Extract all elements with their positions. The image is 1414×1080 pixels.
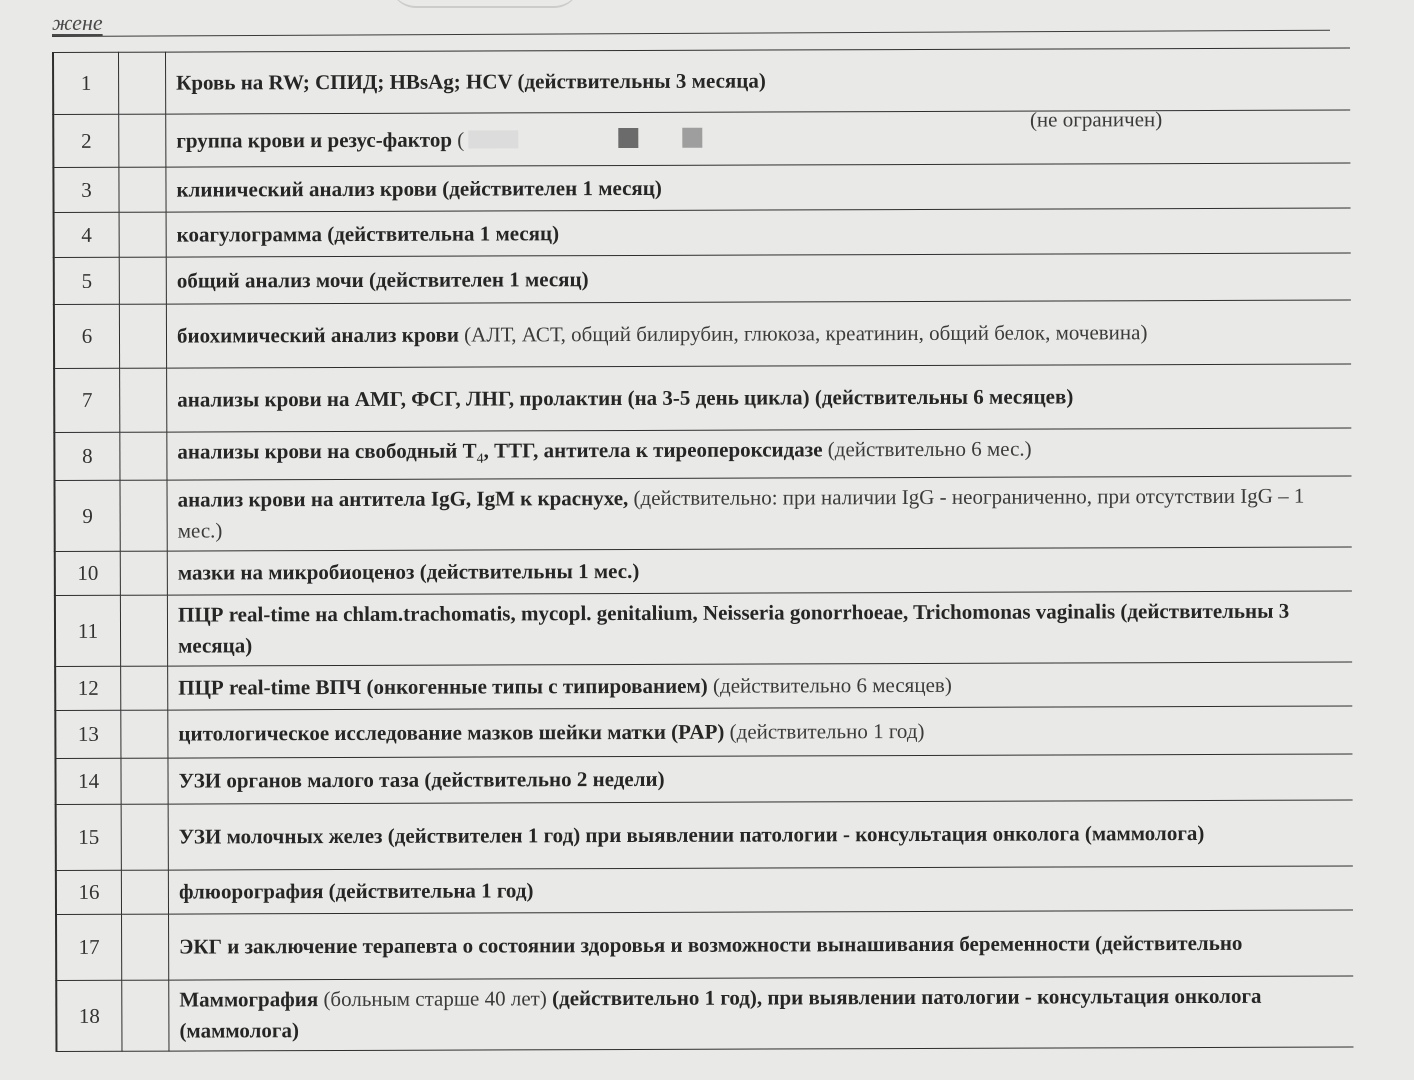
row-number: 17 xyxy=(56,914,122,980)
mark-cell xyxy=(119,52,166,114)
table-row xyxy=(55,591,1352,667)
row-number: 7 xyxy=(54,368,120,432)
row-number: 1 xyxy=(53,52,119,114)
row-text xyxy=(169,976,1354,1051)
row-text-bold: мазки на микробиоценоз (действительны 1 мес.) xyxy=(177,559,640,585)
redacted-box xyxy=(618,127,638,147)
row-text-bold: Кровь на RW; СПИД; HBsAg; HCV (действительны 3 месяца) xyxy=(176,68,766,95)
row-text-bold: ПЦР real-time на chlam.trachomatis, mycopl. genitalium, Neisseria gonorrhoeae, Trichomonas vaginalis (действительны 3 месяца) xyxy=(177,598,1290,658)
row-text xyxy=(168,800,1353,870)
row-text xyxy=(166,253,1351,304)
mark-cell xyxy=(120,432,167,480)
table-row xyxy=(54,428,1351,481)
row-number: 12 xyxy=(55,666,121,710)
row-text xyxy=(166,300,1351,368)
row-text-bold: анализ крови на антитела IgG, IgM к краснухе, xyxy=(177,486,629,512)
row-number: 6 xyxy=(54,304,120,368)
mark-cell xyxy=(119,167,166,212)
row-text-bold: коагулограмма (действительна 1 месяц) xyxy=(176,220,560,247)
row-text xyxy=(169,910,1354,980)
row-text xyxy=(166,163,1351,212)
table-row xyxy=(54,208,1351,258)
stamp-fragment xyxy=(390,0,580,8)
row-text xyxy=(167,547,1352,595)
mark-cell xyxy=(121,710,168,758)
redacted-box xyxy=(682,127,702,147)
row-text-normal: (действительно 6 месяцев) xyxy=(707,673,952,698)
row-number: 16 xyxy=(56,870,122,914)
row-text-bold: анализы крови на АМГ, ФСГ, ЛНГ, пролактин (на 3-5 день цикла) (действительны 6 месяцев) xyxy=(177,384,1074,412)
table-row xyxy=(56,976,1353,1052)
table-row xyxy=(54,476,1351,552)
row-number: 11 xyxy=(55,595,121,666)
subscript: 4 xyxy=(476,451,484,467)
mark-cell xyxy=(120,595,167,666)
table-row xyxy=(55,706,1352,759)
mark-cell xyxy=(121,804,168,870)
mark-cell xyxy=(119,304,166,368)
row-text-bold: анализы крови на свободный Т xyxy=(177,438,477,464)
row-text xyxy=(168,866,1353,914)
row-number: 15 xyxy=(56,804,122,870)
row-text-normal: (действительно: при наличии IgG - неограниченно, при отсутствии IgG – 1 мес.) xyxy=(177,483,1305,543)
mark-cell xyxy=(120,480,167,551)
table-row xyxy=(54,364,1351,433)
table-row xyxy=(55,547,1352,596)
row-number: 10 xyxy=(55,551,121,595)
row-text-bold: ПЦР real-time ВПЧ (онкогенные типы с типированием) xyxy=(178,673,708,700)
mark-cell xyxy=(119,114,166,167)
mark-cell xyxy=(120,551,167,595)
row-text-normal: ( xyxy=(457,127,465,152)
table-row xyxy=(55,754,1352,805)
row-text xyxy=(167,428,1352,480)
row-number: 9 xyxy=(54,480,120,551)
row-text-bold: клинический анализ крови (действителен 1 месяц) xyxy=(176,175,662,202)
row-text xyxy=(167,591,1352,666)
header-rule xyxy=(52,30,1330,37)
mark-cell xyxy=(121,758,168,804)
row-number: 18 xyxy=(56,980,122,1051)
table-row xyxy=(54,300,1351,369)
row-number: 4 xyxy=(54,212,120,257)
redacted-area xyxy=(468,130,518,148)
table-row xyxy=(56,866,1353,915)
row-number: 3 xyxy=(53,167,119,212)
row-text-normal: (действительно 6 мес.) xyxy=(822,436,1032,462)
mark-cell xyxy=(122,914,169,980)
row-text-normal: (действительно 1 год) xyxy=(724,719,925,744)
row-text-bold: группа крови и резус-фактор xyxy=(176,127,453,153)
row-text xyxy=(166,106,1351,167)
row-text-normal: (АЛТ, АСТ, общий билирубин, глюкоза, креатинин, общий белок, мочевина) xyxy=(458,320,1148,347)
row-number: 14 xyxy=(55,758,121,804)
row-text-bold: Маммография xyxy=(179,987,319,1012)
mark-cell xyxy=(121,870,168,914)
row-text xyxy=(166,208,1351,257)
mark-cell xyxy=(119,212,166,257)
row-text-bold: цитологическое исследование мазков шейки матки (PAP) xyxy=(178,719,725,746)
row-text-bold: флюорография (действительна 1 год) xyxy=(178,878,534,904)
requirements-table xyxy=(52,47,1353,1052)
table-row xyxy=(55,662,1352,711)
mark-cell xyxy=(119,257,166,304)
table-row xyxy=(53,110,1350,168)
row-text xyxy=(167,364,1352,432)
row-text xyxy=(168,754,1353,804)
row-text xyxy=(168,706,1353,758)
row-number: 13 xyxy=(55,710,121,758)
row-text-bold: (действительно 1 год), при выявлении патологии - консультация онколога (маммолога) xyxy=(179,983,1262,1043)
header-label: жене xyxy=(52,10,103,35)
row-text xyxy=(167,476,1352,551)
row-text xyxy=(168,662,1353,710)
row-text-bold: УЗИ органов малого таза (действительно 2 недели) xyxy=(178,767,665,793)
row-text xyxy=(166,48,1351,114)
row-number: 5 xyxy=(54,257,120,304)
table-row xyxy=(56,910,1353,981)
mark-cell xyxy=(120,368,167,432)
row-text-bold: УЗИ молочных желез (действителен 1 год) при выявлении патологии - консультация онколога (маммолога) xyxy=(178,821,1205,849)
table-row xyxy=(56,800,1353,871)
row-number: 8 xyxy=(54,432,120,480)
row-text-normal: (больным старше 40 лет) xyxy=(318,986,553,1012)
mark-cell xyxy=(122,980,169,1051)
row-text-bold: ЭКГ и заключение терапевта о состоянии здоровья и возможности вынашивания беременности (действительно xyxy=(179,931,1243,959)
table-row xyxy=(54,253,1351,305)
table-row xyxy=(53,163,1350,213)
validity-note: (не ограничен) xyxy=(1029,106,1163,132)
row-text-bold: общий анализ мочи (действителен 1 месяц) xyxy=(176,266,589,293)
mark-cell xyxy=(121,666,168,710)
row-text-bold: биохимический анализ крови xyxy=(176,322,459,348)
row-number: 2 xyxy=(53,114,119,167)
row-text-bold: , ТТГ, антитела к тиреопероксидазе xyxy=(483,437,823,463)
